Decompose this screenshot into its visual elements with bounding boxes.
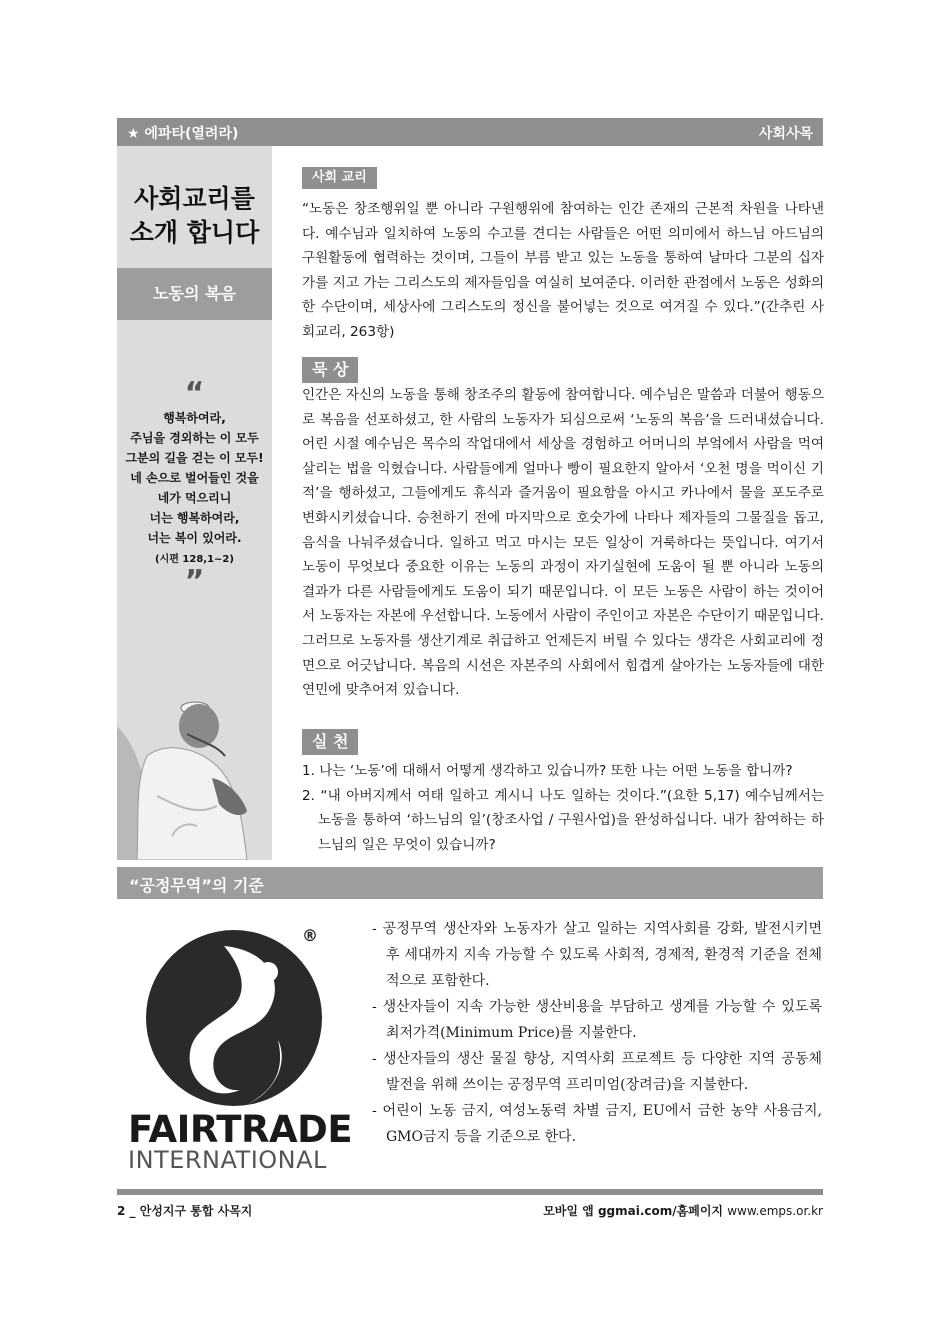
- header-section-name: 사회사목: [758, 126, 813, 142]
- footer-page-label: 2 _ 안성지구 통합 사목지: [117, 1204, 253, 1218]
- sidebar-title: [117, 182, 272, 250]
- fairtrade-logo-word: FAIRTRADE: [128, 1108, 353, 1151]
- sidebar-title-line: 소개 합니다: [129, 218, 260, 247]
- psalm-line: 행복하여라,: [163, 411, 226, 425]
- practice-section-tag: 실 천: [302, 729, 358, 755]
- quote-open-mark: “: [184, 376, 205, 411]
- fairtrade-criteria-list: [372, 916, 822, 1150]
- meditation-section-tag: 묵 상: [302, 357, 358, 383]
- psalm-quote: [117, 408, 272, 548]
- sidebar-title-line: 사회교리를: [134, 184, 255, 213]
- psalm-line: 주님을 경외하는 이 모두: [130, 431, 259, 445]
- doctrine-section-tag: 사회 교리: [302, 167, 377, 189]
- registered-mark-icon: ®: [302, 926, 318, 945]
- psalm-line: 네 손으로 벌어들인 것을: [130, 471, 259, 485]
- psalm-line: 그분의 길을 걷는 이 모두!: [125, 451, 264, 465]
- footer-app-label: 모바일 앱 ggmai.com/홈페이지: [543, 1204, 724, 1218]
- sidebar-subtitle: 노동의 복음: [117, 268, 272, 320]
- practice-item: 2. “내 아버지께서 여태 일하고 계시니 나도 일하는 것이다.”(요한 5,17) 예수님께서는 노동을 통하여 ‘하느님의 일’(창조사업 / 구원사업)을 완성하십니다. 내가 참여하는 하느님의 일은 무엇이 있습니까?: [302, 787, 824, 853]
- header-series-title: ★ 에파타(열려라): [127, 126, 239, 142]
- page-header-bar: [117, 118, 823, 146]
- footer-links: [543, 1202, 823, 1219]
- fairtrade-section-title: “공정무역”의 기준: [129, 876, 264, 895]
- doctrine-text: “노동은 창조행위일 뿐 아니라 구원행위에 참여하는 인간 존재의 근본적 차원을 나타낸다. 예수님과 일치하여 노동의 수고를 견디는 사람들은 어떤 의미에서 하느님 아드님의 구원활동에 협력하는 것이며, 그들이 부름 받고 있는 노동을 통하여 날마다 그분의 십자가를 지고 가는 그리스도의 제자들임을 여실히 보여준다. 이러한 관점에서 노동은 성화의 한 수단이며, 세상사에 그리스도의 정신을 불어넣는 것으로 여겨질 수 있다.”(간추린 사회교리, 263항): [302, 201, 824, 340]
- fairtrade-criterion: - 생산자들이 지속 가능한 생산비용을 부담하고 생계를 가능할 수 있도록 최저가격(Minimum Price)를 지불한다.: [372, 999, 822, 1041]
- psalm-line: 너는 복이 있어라.: [147, 531, 242, 545]
- practice-list: [302, 759, 824, 857]
- fairtrade-criterion: - 생산자들의 생산 물질 향상, 지역사회 프로젝트 등 다양한 지역 공동체 발전을 위해 쓰이는 공정무역 프리미엄(장려금)을 지불한다.: [372, 1051, 822, 1093]
- footer-homepage-link[interactable]: www.emps.or.kr: [727, 1204, 823, 1218]
- practice-item: 1. 나는 ‘노동’에 대해서 어떻게 생각하고 있습니까? 또한 나는 어떤 노동을 합니까?: [302, 763, 793, 779]
- pope-praying-photo: [117, 686, 272, 860]
- psalm-line: 네가 먹으리니: [157, 491, 232, 505]
- fairtrade-criterion: - 공정무역 생산자와 노동자가 살고 일하는 지역사회를 강화, 발전시키면 후 세대까지 지속 가능할 수 있도록 사회적, 경제적, 환경적 기준을 전체적으로 포함한다.: [372, 921, 822, 989]
- sidebar: [117, 146, 272, 860]
- meditation-text: 인간은 자신의 노동을 통해 창조주의 활동에 참여합니다. 예수님은 말씀과 더불어 행동으로 복음을 선포하셨고, 한 사람의 노동자가 되심으로써 ‘노동의 복음’을 드러내셨습니다. 어린 시절 예수님은 목수의 작업대에서 세상을 경험하고 어머니의 부엌에서 사람을 먹여 살리는 법을 익혔습니다. 사람들에게 얼마나 빵이 필요한지 알아서 ‘오천 명을 먹이신 기적’을 행하셨고, 그들에게도 휴식과 즐거움이 필요함을 아시고 카나에서 물을 포도주로 변화시키셨습니다. 승천하기 전에 마지막으로 호숫가에 나타나 제자들의 그물질을 돕고, 음식을 나눠주셨습니다. 일하고 먹고 마시는 모든 일상이 거룩하다는 뜻입니다. 여기서 노동이 무엇보다 중요한 이유는 노동의 과정이 자기실현에 도움이 될 뿐 아니라 노동의 결과가 다른 사람들에게도 도움이 되기 때문입니다. 이 모든 노동은 사람이 하는 것이어서 노동자는 자본에 우선합니다. 노동에서 사람이 주인이고 자본은 수단이기 때문입니다. 그러므로 노동자를 생산기계로 취급하고 언제든지 버릴 수 있다는 생각은 사회교리에 정면으로 어긋납니다. 복음의 시선은 자본주의 사회에서 힘겹게 살아가는 노동자들에 대한 연민에 맞추어져 있습니다.: [302, 387, 824, 699]
- fairtrade-criterion: - 어린이 노동 금지, 여성노동력 차별 금지, EU에서 금한 농약 사용금지, GMO금지 등을 기준으로 한다.: [372, 1103, 822, 1145]
- fairtrade-logo-subword: INTERNATIONAL: [128, 1146, 327, 1174]
- psalm-line: 너는 행복하여라,: [149, 511, 240, 525]
- fairtrade-section-bar: [117, 867, 823, 899]
- psalm-reference: (시편 128,1~2): [155, 554, 234, 565]
- quote-close-mark: ”: [184, 564, 205, 599]
- footer-divider: [117, 1189, 823, 1195]
